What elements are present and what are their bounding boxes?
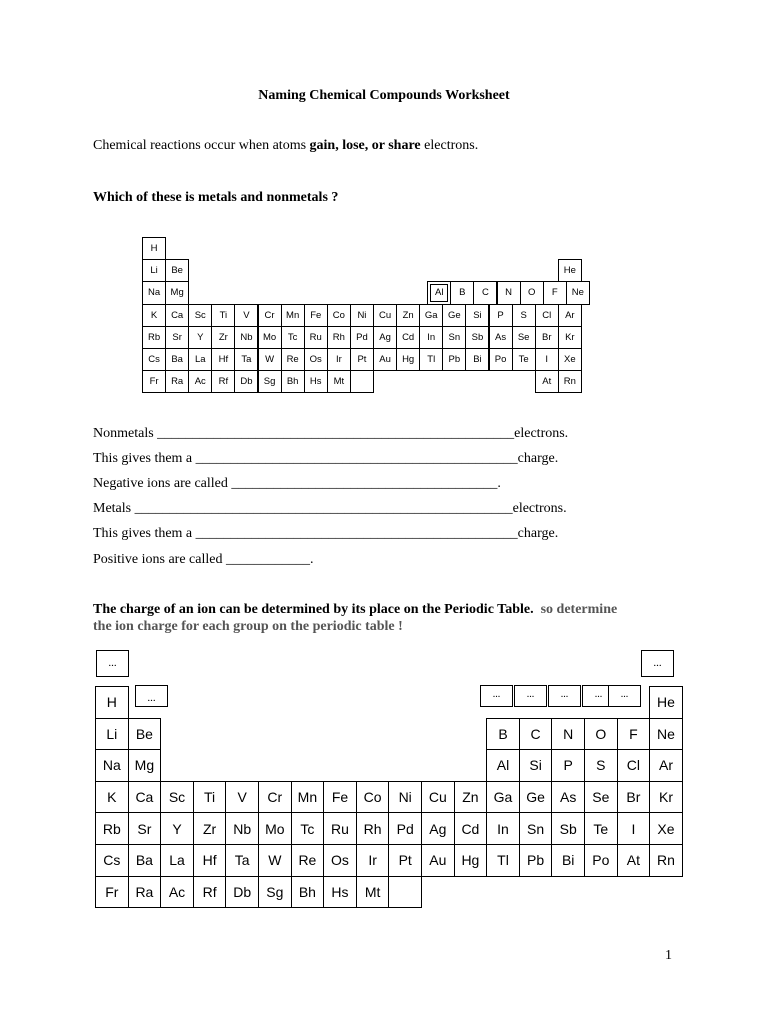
element-cell: O: [584, 718, 618, 751]
element-cell: Bh: [281, 370, 305, 393]
element-cell: Cd: [396, 326, 420, 349]
element-cell: Mn: [291, 781, 325, 814]
element-cell: Ta: [234, 348, 258, 371]
fill-line-metal-charge: This gives them a ______________________________________________charge.: [93, 526, 559, 541]
element-cell: Cr: [258, 781, 292, 814]
element-cell: He: [649, 686, 683, 719]
element-cell: Au: [373, 348, 397, 371]
element-cell: Kr: [558, 326, 582, 349]
element-cell: P: [489, 304, 513, 327]
element-cell: Cl: [535, 304, 559, 327]
charge-instruction-line-2: the ion charge for each group on the periodic table !: [93, 619, 403, 634]
element-cell: Cs: [95, 844, 129, 877]
element-cell: Sn: [519, 812, 553, 845]
element-cell: Be: [165, 259, 189, 282]
element-cell: Ni: [350, 304, 374, 327]
fill-line-positive-ions: Positive ions are called ____________.: [93, 552, 314, 567]
element-cell: Nb: [234, 326, 258, 349]
element-cell: Bi: [465, 348, 489, 371]
group-charge-answer-box: ...: [608, 685, 641, 707]
element-cell: P: [551, 749, 585, 782]
element-cell: Hf: [211, 348, 235, 371]
element-cell: Mo: [258, 812, 292, 845]
group-charge-answer-box: ...: [480, 685, 513, 707]
element-cell: Ti: [193, 781, 227, 814]
charge-instruction-line-1: [93, 602, 617, 618]
element-cell: Pd: [388, 812, 422, 845]
element-cell: Sn: [442, 326, 466, 349]
element-cell: Ba: [165, 348, 189, 371]
element-cell: S: [584, 749, 618, 782]
element-cell: Zn: [396, 304, 420, 327]
element-cell: Sb: [551, 812, 585, 845]
element-cell: N: [497, 281, 521, 304]
intro-before: Chemical reactions occur when atoms: [93, 138, 310, 153]
element-cell: I: [535, 348, 559, 371]
element-cell: Zr: [211, 326, 235, 349]
element-cell: Mt: [356, 876, 390, 909]
element-cell: Rf: [193, 876, 227, 909]
element-cell: Mg: [128, 749, 162, 782]
element-cell: Te: [584, 812, 618, 845]
element-cell: Mt: [327, 370, 351, 393]
element-cell: As: [489, 326, 513, 349]
element-cell: Hs: [323, 876, 357, 909]
element-cell: Fr: [142, 370, 166, 393]
element-cell: Cu: [373, 304, 397, 327]
element-cell: Fe: [323, 781, 357, 814]
element-cell: Sg: [258, 370, 282, 393]
element-cell: At: [617, 844, 651, 877]
element-cell: Ca: [128, 781, 162, 814]
group-charge-answer-box: ...: [641, 650, 674, 677]
element-cell: Ba: [128, 844, 162, 877]
element-cell: Cl: [617, 749, 651, 782]
element-cell: Hs: [304, 370, 328, 393]
element-cell: Ru: [304, 326, 328, 349]
element-cell: K: [142, 304, 166, 327]
element-cell: W: [258, 844, 292, 877]
element-cell: Si: [519, 749, 553, 782]
element-cell: Ac: [160, 876, 194, 909]
element-cell: C: [473, 281, 497, 304]
element-cell: Pb: [442, 348, 466, 371]
element-cell: Rh: [356, 812, 390, 845]
element-cell: Nb: [225, 812, 259, 845]
group-charge-answer-box: ...: [582, 685, 615, 707]
element-cell: Mg: [165, 281, 189, 304]
element-cell: Rh: [327, 326, 351, 349]
element-cell: H: [142, 237, 166, 260]
element-cell: At: [535, 370, 559, 393]
element-cell: Zr: [193, 812, 227, 845]
element-cell: Al: [427, 281, 451, 304]
element-cell: Y: [160, 812, 194, 845]
element-cell: Xe: [649, 812, 683, 845]
element-cell: In: [419, 326, 443, 349]
element-cell: In: [486, 812, 520, 845]
element-cell: Cr: [258, 304, 282, 327]
element-cell: Bi: [551, 844, 585, 877]
element-cell: La: [188, 348, 212, 371]
element-cell: V: [234, 304, 258, 327]
charge-instruction-gray-1: so determine: [540, 602, 618, 617]
element-cell: V: [225, 781, 259, 814]
element-cell: O: [520, 281, 544, 304]
empty-cell: [388, 876, 422, 909]
element-cell: H: [95, 686, 129, 719]
fill-line-nonmetals: Nonmetals ___________________________________________________electrons.: [93, 426, 569, 441]
element-cell: Ra: [165, 370, 189, 393]
element-cell: Ir: [356, 844, 390, 877]
element-cell: Tc: [291, 812, 325, 845]
element-cell: Sr: [165, 326, 189, 349]
element-cell: C: [519, 718, 553, 751]
element-cell: Ag: [373, 326, 397, 349]
element-cell: Br: [617, 781, 651, 814]
page-number: 1: [665, 948, 672, 963]
element-cell: Bh: [291, 876, 325, 909]
element-cell: Sg: [258, 876, 292, 909]
element-cell: Hg: [396, 348, 420, 371]
charge-instruction-bold: The charge of an ion can be determined by its place on the Periodic Table.: [93, 602, 534, 617]
element-cell: Be: [128, 718, 162, 751]
intro-sentence: [93, 138, 478, 154]
element-cell: Rb: [95, 812, 129, 845]
element-cell: S: [512, 304, 536, 327]
element-cell: Sr: [128, 812, 162, 845]
element-cell: Db: [225, 876, 259, 909]
element-cell: Rb: [142, 326, 166, 349]
element-cell: B: [486, 718, 520, 751]
element-cell: Ac: [188, 370, 212, 393]
element-cell: Au: [421, 844, 455, 877]
element-cell: Ge: [519, 781, 553, 814]
element-cell: He: [558, 259, 582, 282]
element-cell: Y: [188, 326, 212, 349]
element-cell: Po: [489, 348, 513, 371]
intro-after: electrons.: [420, 138, 479, 153]
element-cell: Na: [142, 281, 166, 304]
element-cell: Te: [512, 348, 536, 371]
element-cell: I: [617, 812, 651, 845]
element-cell: Ag: [421, 812, 455, 845]
element-cell: Po: [584, 844, 618, 877]
element-cell: Fr: [95, 876, 129, 909]
element-cell: Mn: [281, 304, 305, 327]
element-cell: B: [450, 281, 474, 304]
element-cell: Tl: [419, 348, 443, 371]
element-cell: Li: [142, 259, 166, 282]
element-cell: Tc: [281, 326, 305, 349]
element-cell: F: [543, 281, 567, 304]
element-cell: Ga: [486, 781, 520, 814]
element-cell: Pt: [388, 844, 422, 877]
element-cell: Hf: [193, 844, 227, 877]
fill-line-negative-ions: Negative ions are called ______________________________________.: [93, 476, 501, 491]
worksheet-title: Naming Chemical Compounds Worksheet: [258, 88, 510, 103]
group-charge-answer-box: ...: [135, 685, 168, 707]
element-cell: Os: [323, 844, 357, 877]
element-cell: Rn: [558, 370, 582, 393]
element-cell: Co: [356, 781, 390, 814]
element-cell: Ti: [211, 304, 235, 327]
empty-cell: [350, 370, 374, 393]
element-cell: Xe: [558, 348, 582, 371]
element-cell: Br: [535, 326, 559, 349]
element-cell: As: [551, 781, 585, 814]
element-cell: Re: [291, 844, 325, 877]
element-cell: Tl: [486, 844, 520, 877]
element-cell: Li: [95, 718, 129, 751]
element-cell: Na: [95, 749, 129, 782]
element-cell: Ar: [649, 749, 683, 782]
element-cell: W: [258, 348, 282, 371]
element-cell: Ar: [558, 304, 582, 327]
element-cell: Ra: [128, 876, 162, 909]
element-cell: Ge: [442, 304, 466, 327]
element-cell: Pb: [519, 844, 553, 877]
element-cell: Ni: [388, 781, 422, 814]
intro-bold: gain, lose, or share: [309, 138, 421, 153]
element-cell: Se: [584, 781, 618, 814]
element-cell: Se: [512, 326, 536, 349]
group-charge-answer-box: ...: [96, 650, 129, 677]
element-cell: Sc: [160, 781, 194, 814]
element-cell: Fe: [304, 304, 328, 327]
element-cell: Pt: [350, 348, 374, 371]
element-cell: Ir: [327, 348, 351, 371]
element-cell: Os: [304, 348, 328, 371]
element-cell: Ta: [225, 844, 259, 877]
element-cell: Cd: [454, 812, 488, 845]
element-cell: Kr: [649, 781, 683, 814]
element-cell: Zn: [454, 781, 488, 814]
element-cell: Ne: [649, 718, 683, 751]
element-cell: Db: [234, 370, 258, 393]
element-cell: Re: [281, 348, 305, 371]
element-cell: Si: [465, 304, 489, 327]
group-charge-answer-box: ...: [514, 685, 547, 707]
element-cell: Rf: [211, 370, 235, 393]
element-cell: Co: [327, 304, 351, 327]
group-charge-answer-box: ...: [548, 685, 581, 707]
element-cell: Mo: [258, 326, 282, 349]
element-cell: Cu: [421, 781, 455, 814]
element-cell: N: [551, 718, 585, 751]
element-cell: Ga: [419, 304, 443, 327]
fill-line-metals: Metals ______________________________________________________electrons.: [93, 501, 567, 516]
element-cell: K: [95, 781, 129, 814]
element-cell: La: [160, 844, 194, 877]
fill-line-nonmetal-charge: This gives them a ______________________________________________charge.: [93, 451, 559, 466]
element-cell: Rn: [649, 844, 683, 877]
element-cell: Ne: [566, 281, 590, 304]
metals-question: Which of these is metals and nonmetals ?: [93, 190, 339, 205]
element-cell: Pd: [350, 326, 374, 349]
element-cell: Ru: [323, 812, 357, 845]
element-cell: Sc: [188, 304, 212, 327]
element-cell: Ca: [165, 304, 189, 327]
element-cell: Cs: [142, 348, 166, 371]
element-cell: F: [617, 718, 651, 751]
element-cell: Al: [486, 749, 520, 782]
element-cell: Hg: [454, 844, 488, 877]
element-cell: Sb: [465, 326, 489, 349]
